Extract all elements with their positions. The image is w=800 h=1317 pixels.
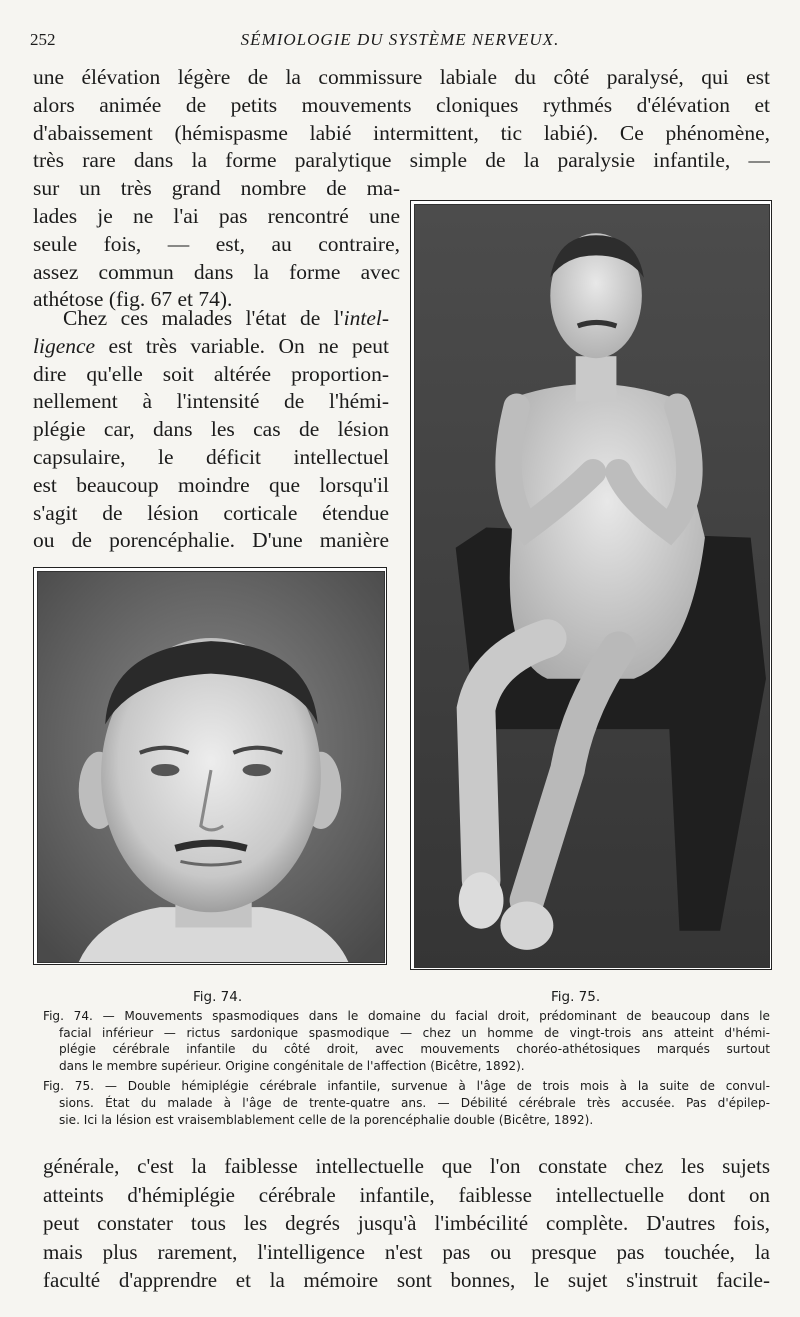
caption-line: Fig. 74. — Mouvements spasmodiques dans le domaine du facial droit, prédominant de beaucoup dans le [43, 1009, 770, 1023]
text-line: dire qu'elle soit altérée proportion- [33, 361, 389, 386]
text-line: ou de porencéphalie. D'une manière [33, 528, 389, 553]
text-line: nellement à l'intensité de l'hémi- [33, 389, 389, 414]
text-line: sur un très grand nombre de ma- [33, 176, 400, 201]
figure-75-photo [410, 200, 772, 970]
text-run: Chez ces malades l'état de l' [63, 306, 344, 330]
seated-figure-illustration [415, 205, 769, 967]
caption-line: sie. Ici la lésion est vraisemblablement celle de la porencéphalie double (Bicêtre, 1892). [59, 1112, 594, 1127]
text-line: alors animée de petits mouvements cloniques rythmés d'élévation et [33, 92, 770, 117]
figure-captions [43, 1008, 770, 1128]
text-line: très rare dans la forme paralytique simple de la paralysie infantile, — [33, 148, 770, 173]
caption-line: Fig. 75. — Double hémiplégie cérébrale infantile, survenue à l'âge de trois mois à la suite de convul- [43, 1079, 770, 1094]
page-header [30, 30, 770, 54]
text-line: atteints d'hémiplégie cérébrale infantile, faiblesse intellectuelle dont on [43, 1182, 770, 1207]
paragraph-bottom [43, 1152, 770, 1295]
text-line [33, 305, 389, 333]
text-line: peut constater tous les degrés jusqu'à l'imbécilité complète. D'autres fois, [43, 1211, 770, 1235]
text-line: athétose (fig. 67 et 74). [33, 287, 233, 312]
caption-line: sions. État du malade à l'âge de trente-quatre ans. — Débilité cérébrale très accusée. Pas d'épilep- [59, 1095, 770, 1110]
text-run: est très variable. On ne peut [95, 333, 389, 358]
paragraph-column [33, 305, 389, 555]
text-line: capsulaire, le déficit intellectuel [33, 444, 389, 469]
caption-fig-74 [43, 1008, 770, 1074]
portrait-illustration [38, 572, 384, 962]
text-line: générale, c'est la faiblesse intellectuelle que l'on constate chez les sujets [43, 1154, 770, 1178]
running-head: SÉMIOLOGIE DU SYSTÈME NERVEUX. [240, 30, 560, 49]
text-line: s'agit de lésion corticale étendue [33, 500, 389, 525]
text-line: est beaucoup moindre que lorsqu'il [33, 472, 389, 497]
figure-74-photo [33, 567, 387, 965]
text-line: une élévation légère de la commissure labiale du côté paralysé, qui est [33, 65, 770, 89]
italic-term: intel- [343, 306, 389, 330]
text-line: assez commun dans la forme avec [33, 259, 400, 284]
text-line [33, 333, 389, 361]
figure-74-label: Fig. 74. [193, 989, 243, 1005]
caption-fig-75 [43, 1078, 770, 1128]
italic-term: ligence [33, 333, 96, 358]
text-line: plégie car, dans les cas de lésion [33, 417, 389, 442]
caption-line: plégie cérébrale infantile du côté droit, avec mouvements choréo-athétosiques marqués surtout [59, 1042, 770, 1057]
caption-line: dans le membre supérieur. Origine congénitale de l'affection (Bicêtre, 1892). [59, 1058, 525, 1073]
figure-75-label: Fig. 75. [551, 989, 601, 1005]
text-line: d'abaissement (hémispasme labié intermittent, tic labié). Ce phénomène, [33, 120, 770, 145]
caption-line: facial inférieur — rictus sardonique spasmodique — chez un homme de vingt-trois ans atteint d'hémi- [59, 1025, 770, 1040]
text-line: faculté d'apprendre et la mémoire sont bonnes, le sujet s'instruit facile- [43, 1268, 770, 1292]
text-line: seule fois, — est, au contraire, [33, 231, 400, 256]
text-line: lades je ne l'ai pas rencontré une [33, 203, 400, 228]
page-number: 252 [30, 30, 56, 49]
text-line: mais plus rarement, l'intelligence n'est pas ou presque pas touchée, la [43, 1239, 770, 1264]
